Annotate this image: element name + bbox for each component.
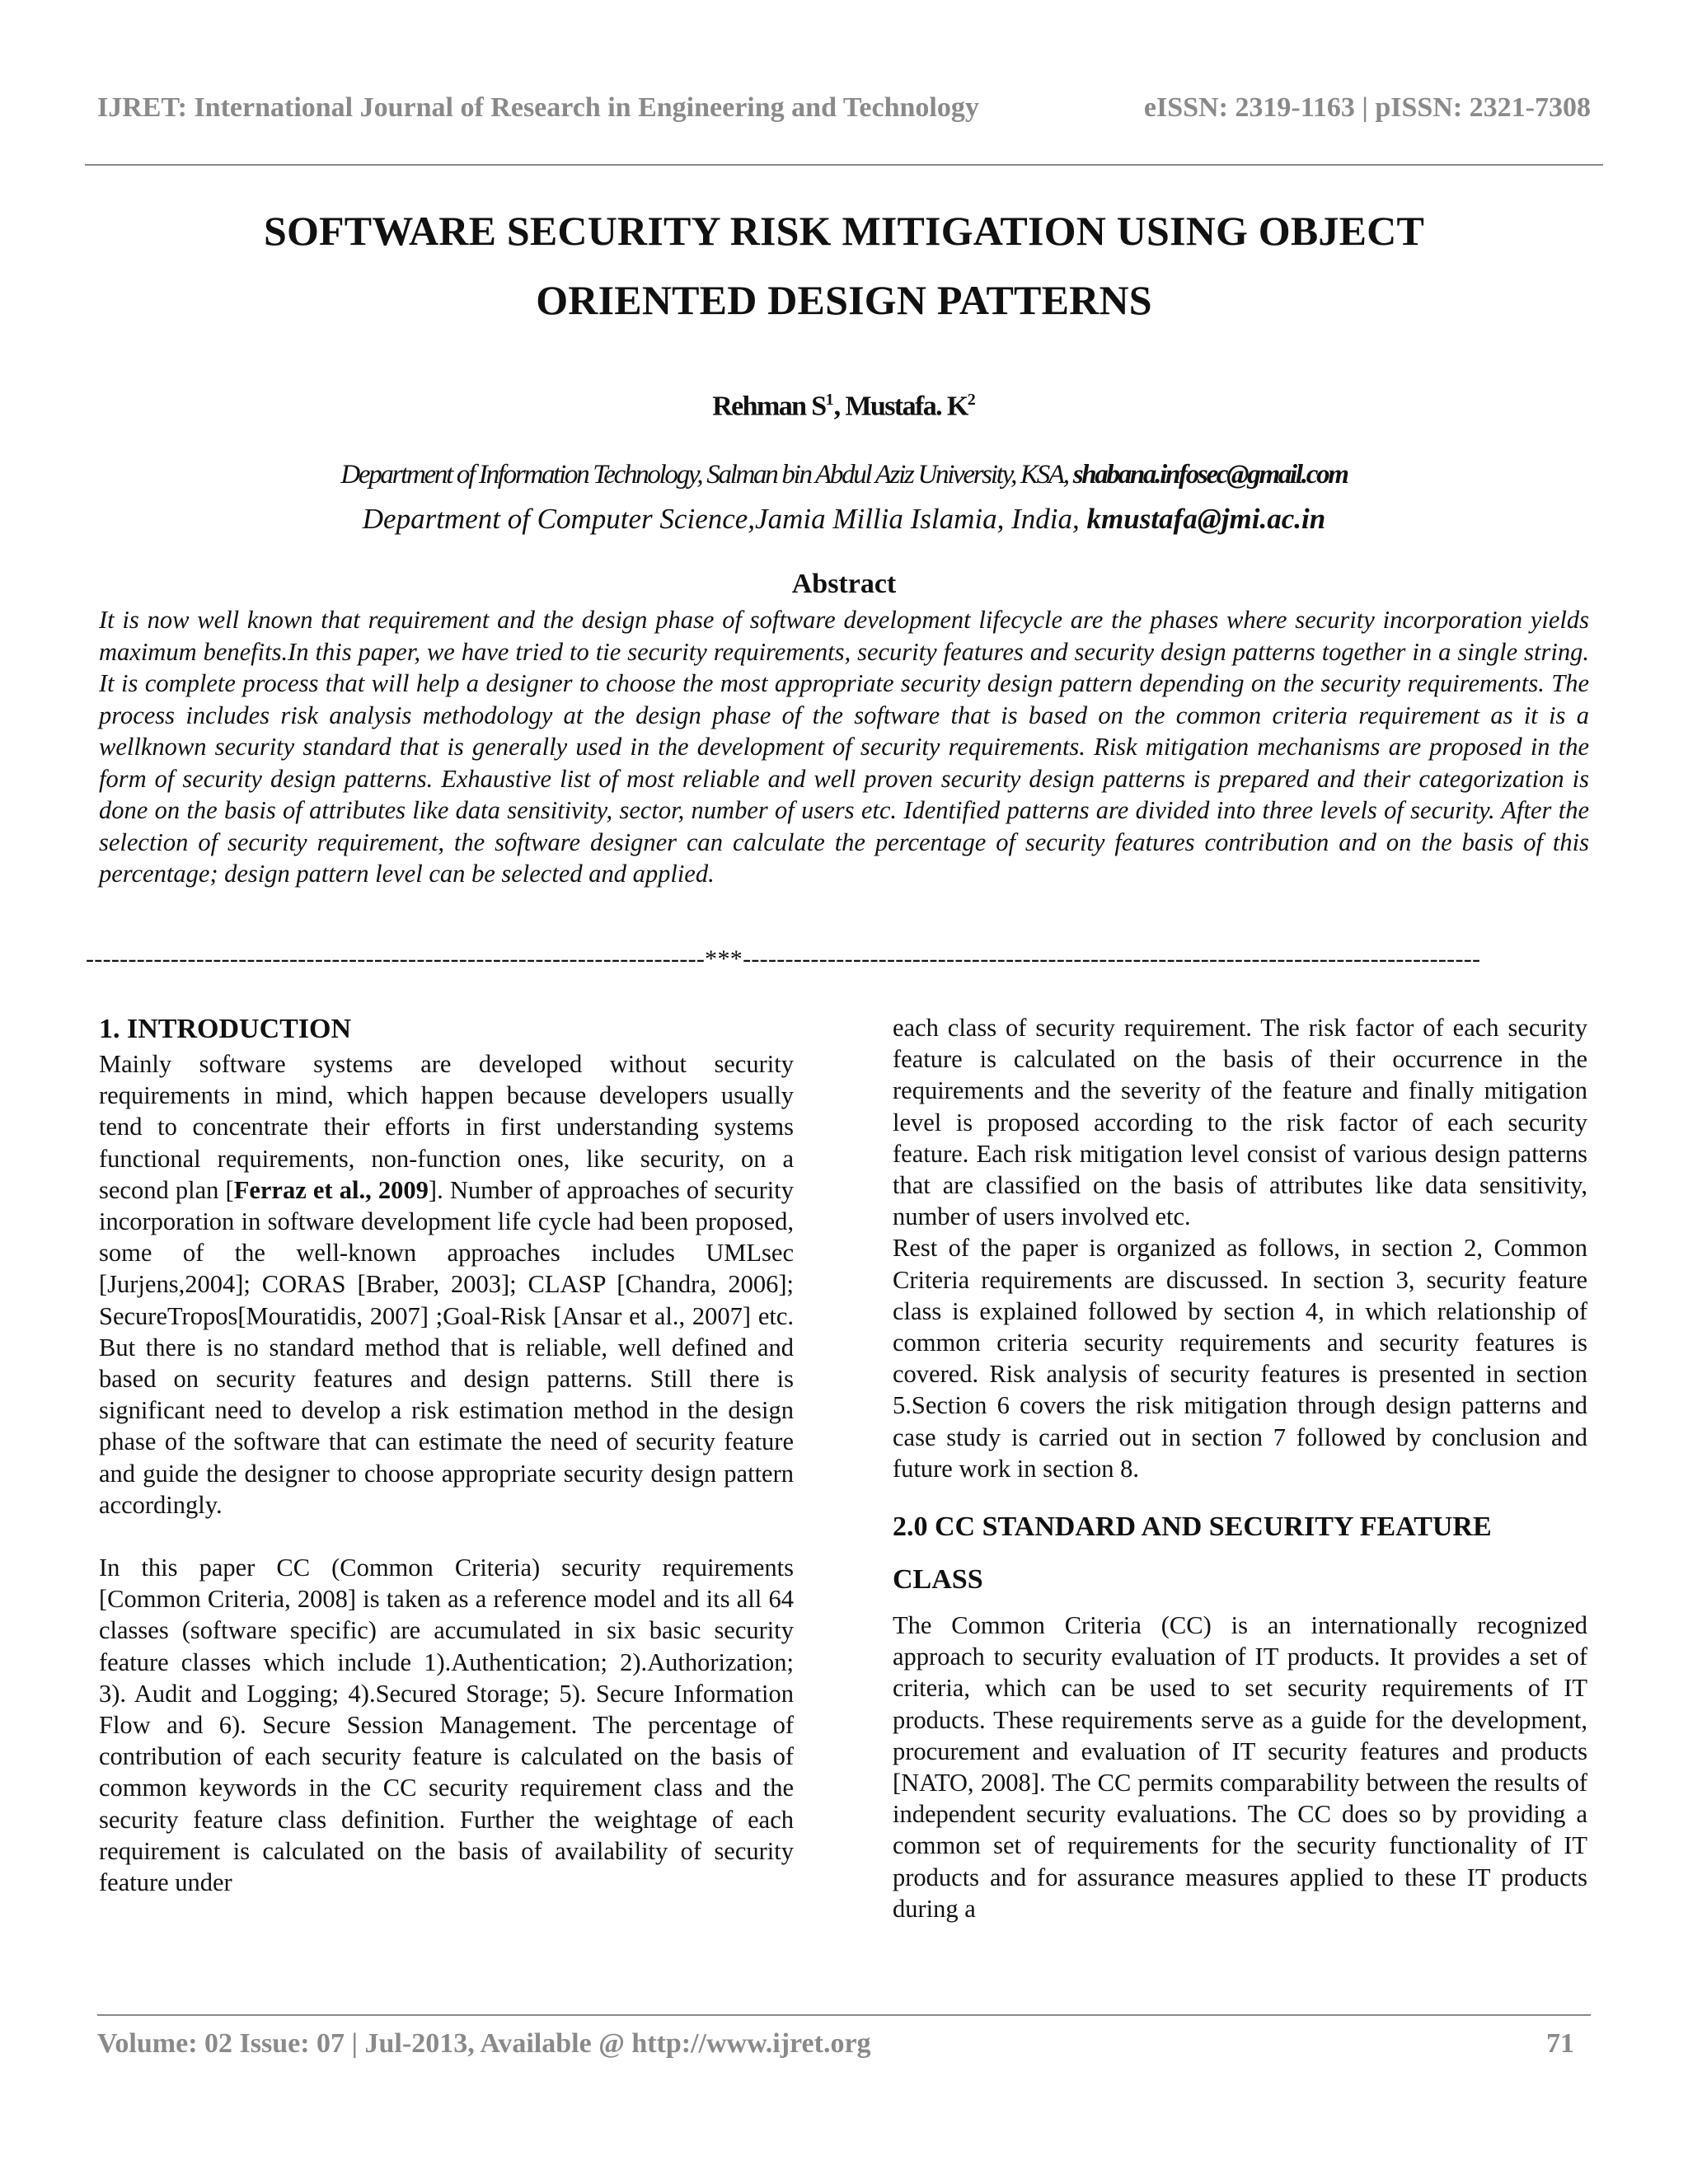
journal-name: IJRET: International Journal of Research in Engineering and Technology (97, 92, 979, 123)
introduction-heading: 1. INTRODUCTION (99, 1014, 352, 1044)
left-column (99, 1012, 794, 1898)
section-2-heading (893, 1501, 1587, 1606)
section-2-paragraph-1: The Common Criteria (CC) is an internationally recognized approach to security evaluation of IT products. It provides a set of criteria, which can be used to set security requirements of IT products. These requirements serve as a guide for the development, procurement and evaluation of IT security features and products [NATO, 2008]. The CC permits comparability between the results of independent security evaluations. The CC does so by providing a common set of requirements for the security functionality of IT products and for assurance measures applied to these IT products during a (893, 1611, 1587, 1923)
author-2-affiliation-mark: 2 (967, 391, 976, 409)
intro-p1-text-a: Mainly software systems are developed without security requirements in mind, which happen because developers usually tend to concentrate their efforts in first understanding systems functional requirements, non-function ones, like security, on a second plan [ (99, 1050, 794, 1204)
abstract-heading: Abstract (791, 569, 897, 599)
affiliation-2-email[interactable]: kmustafa@jmi.ac.in (1086, 503, 1326, 535)
issn-numbers: eISSN: 2319-1163 | pISSN: 2321-7308 (1143, 92, 1591, 123)
intro-p1-citation: Ferraz et al., 2009 (233, 1175, 429, 1204)
section-separator: -------------------------------------------------------------------------***--------------------------------------------------------------------------------------- (86, 945, 1481, 972)
introduction-paragraph-2: In this paper CC (Common Criteria) security requirements [Common Criteria, 2008] is taken as a reference model and its all 64 classes (software specific) are accumulated in six basic security feature classes which include 1).Authentication; 2).Authorization; 3). Audit and Logging; 4).Secured Storage; 5). Secure Information Flow and 6). Secure Session Management. The percentage of contribution of each security feature is calculated on the basis of common keywords in the CC security requirement class and the security feature class definition. Further the weightage of each requirement is calculated on the basis of availability of security feature under (99, 1554, 794, 1897)
section-2-heading-line-2: CLASS (893, 1564, 983, 1596)
affiliation-1-text: Department of Information Technology, Salman bin Abdul Aziz University, KSA, (340, 460, 1073, 490)
right-column (893, 1012, 1587, 1924)
running-footer (97, 2028, 1574, 2060)
volume-info: Volume: 02 Issue: 07 | Jul-2013, Available @ http://www.ijret.org (97, 2028, 871, 2059)
footer-divider (97, 2014, 1591, 2016)
author-list (0, 391, 1688, 422)
affiliation-1-email[interactable]: shabana.infosec@gmail.com (1072, 460, 1348, 490)
introduction-paragraph-1 (99, 1048, 794, 1521)
abstract-body: It is now well known that requirement and the design phase of software development lifecycle are the phases where security incorporation yields maximum benefits.In this paper, we have tried to tie security requirements, security features and security design patterns together in a single string. It is complete process that will help a designer to choose the most appropriate security design pattern depending on the security requirements. The process includes risk analysis methodology at the design phase of the software that is based on the common criteria requirement as it is a wellknown security standard that is generally used in the development of security requirements. Risk mitigation mechanisms are proposed in the form of security design patterns. Exhaustive list of most reliable and well proven security design patterns is prepared and their categorization is done on the basis of attributes like data sensitivity, sector, number of users etc. Identified patterns are divided into three levels of security. After the selection of security requirement, the software designer can calculate the percentage of security features contribution and on the basis of this percentage; design pattern level can be selected and applied. (99, 606, 1589, 888)
header-divider (85, 164, 1603, 166)
title-line-1: SOFTWARE SECURITY RISK MITIGATION USING OBJECT (263, 208, 1425, 254)
running-header (97, 92, 1591, 124)
author-separator: , (833, 391, 846, 422)
section-2-heading-line-1: 2.0 CC STANDARD AND SECURITY FEATURE (893, 1511, 1492, 1543)
intro-p1-text-b: ]. Number of approaches of security incorporation in software development life cycle had been proposed, some of the well-known approaches includes UMLsec [Jurjens,2004]; CORAS [Braber, 2003]; CLASP [Chandra, 2006]; SecureTropos[Mouratidis, 2007] ;Goal-Risk [Ansar et al., 2007] etc. But there is no standard method that is reliable, well defined and based on security features and design patterns. Still there is significant need to develop a risk estimation method in the design phase of the software that can estimate the need of security feature and guide the designer to choose appropriate security design pattern accordingly. (99, 1175, 794, 1519)
affiliation-2-text: Department of Computer Science,Jamia Millia Islamia, India, (362, 503, 1087, 535)
author-1: Rehman S (712, 391, 826, 422)
page-number: 71 (1546, 2028, 1574, 2059)
author-1-affiliation-mark: 1 (825, 391, 834, 409)
affiliation-1 (0, 460, 1688, 490)
affiliation-2 (0, 503, 1688, 536)
introduction-paragraph-3: each class of security requirement. The risk factor of each security feature is calculated on the basis of their occurrence in the requirements and the severity of the feature and finally mitigation level is proposed according to the risk factor of each security feature. Each risk mitigation level consist of various design patterns that are classified on the basis of attributes like data sensitivity, number of users involved etc. (893, 1014, 1587, 1231)
author-2: Mustafa. K (845, 391, 968, 422)
title-line-2: ORIENTED DESIGN PATTERNS (536, 277, 1152, 323)
introduction-paragraph-4: Rest of the paper is organized as follows, in section 2, Common Criteria requirements are discussed. In section 3, security feature class is explained followed by section 4, in which relationship of common criteria security requirements and security features is covered. Risk analysis of security features is presented in section 5.Section 6 covers the risk mitigation through design patterns and case study is carried out in section 7 followed by conclusion and future work in section 8. (893, 1234, 1587, 1483)
paper-title (99, 196, 1589, 335)
